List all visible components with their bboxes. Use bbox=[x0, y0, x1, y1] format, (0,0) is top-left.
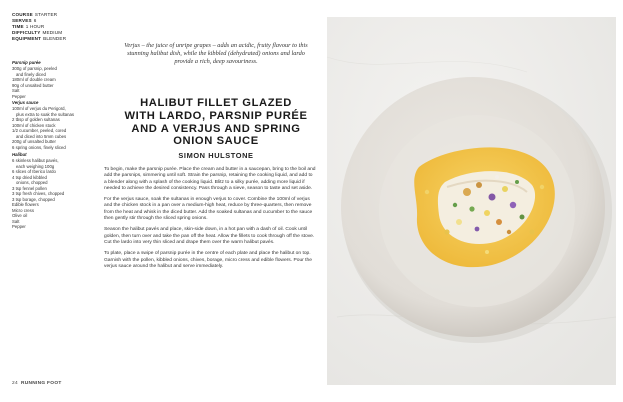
ingredient-line: 6 spring onions, finely sliced bbox=[12, 144, 66, 150]
ingredient-heading: Halibut bbox=[12, 152, 27, 157]
method-paragraph: To plate, place a swipe of parsnip purée in the centre of each plate and place the halibut on top. Garnish with the pollen, kibbled onions, chives, borage, micro cress and edible flowers. Pour the verjus sauce around the halibut and serve immediately. bbox=[104, 251, 312, 269]
ingredient-line: 300g of parsnip, peeled bbox=[12, 66, 57, 71]
ingredient-line: Micro cress bbox=[12, 207, 34, 213]
title-line: AND A VERJUS AND SPRING bbox=[131, 122, 301, 135]
ingredient-line: Salt bbox=[12, 88, 20, 93]
meta-time: TIME 1 HOUR bbox=[12, 24, 45, 29]
ingredient-line: Edible flowers bbox=[12, 202, 39, 207]
ingredient-line: 6 slices of Iberico lardo bbox=[12, 169, 56, 174]
ingredient-line: 100ml of verjus du Perigord, bbox=[12, 106, 66, 111]
page-number: 24 bbox=[12, 381, 18, 386]
title-line: ONION SAUCE bbox=[173, 135, 259, 148]
method-paragraph: Season the halibut pavés and place, skin-side down, in a hot pan with a dash of oil. Cook until golden, then turn over and take the pan off the heat. Allow the fillets to cook through off the stove. Cut the lardo into very thin sliced and drape them over the warm halibut pavés. bbox=[104, 227, 315, 245]
ingredient-line: onions, chopped bbox=[16, 180, 48, 185]
ingredient-line: 100ml of chicken stock bbox=[12, 122, 56, 128]
meta-equipment: EQUIPMENT BLENDER bbox=[12, 36, 67, 41]
ingredient-line: 180ml of double cream bbox=[12, 77, 56, 82]
ingredient-line: 1/2 cucumber, peeled, cored bbox=[12, 128, 67, 133]
method-paragraph: For the verjus sauce, soak the sultanas in enough verjus to cover. Combine the 100ml of verjus and the chicken stock in a pan over a medium-high heat, reduce by three-quarters, then remove from the heat and whisk in the diced butter. Add the soaked sultanas and cucumber to the sauce then gently stir through the sliced spring onions. bbox=[104, 197, 313, 222]
ingredient-line: Olive oil bbox=[12, 213, 28, 218]
meta-serves: SERVES 6 bbox=[12, 18, 37, 23]
ingredient-line: Pepper bbox=[12, 93, 26, 99]
page-footer bbox=[12, 381, 62, 386]
ingredient-line: Salt bbox=[12, 218, 20, 224]
ingredient-line: and diced into 5mm cubes bbox=[16, 133, 67, 139]
meta-course: COURSE STARTER bbox=[12, 12, 58, 17]
method-text bbox=[104, 167, 316, 275]
title-line: WITH LARDO, PARSNIP PURÉE bbox=[124, 109, 308, 122]
ingredient-line: and finely diced bbox=[16, 71, 46, 77]
title-line: HALIBUT FILLET GLAZED bbox=[140, 97, 292, 109]
ingredient-list bbox=[12, 66, 94, 99]
ingredient-heading: Verjus sauce bbox=[12, 100, 39, 105]
dish-photo bbox=[327, 17, 616, 385]
ingredient-line: 6 skinless halibut pavés, bbox=[12, 158, 59, 163]
chef-name: SIMON HULSTONE bbox=[178, 151, 254, 160]
ingredient-line: 4 tsp dried kibbled bbox=[12, 174, 47, 180]
ingredient-heading: Parsnip purée bbox=[12, 60, 41, 65]
running-foot: RUNNING FOOT bbox=[20, 381, 62, 386]
meta-difficulty: DIFFICULTY MEDIUM bbox=[12, 30, 63, 35]
intro-text: Verjus – the juice of unripe grapes – adds an acidic, fruity flavour to this stunning halibut dish, while the kibbled (dehydrated) onions and lardo provide a rich, deep savouriness. bbox=[124, 42, 308, 66]
method-paragraph: To begin, make the parsnip purée. Place the cream and butter in a saucepan, bring to the boil and add the parsnips, simmering until soft. Strain the parsnip, retaining the cooking liquid, and add to a blender along with a splash of the cooking liquid. Blitz to a silky purée, adding more liquid if needed to achieve the desired consistency. Pass through a sieve, season to taste and set aside. bbox=[104, 167, 316, 191]
ingredient-line: 2 tbsp of golden sultanas bbox=[12, 117, 60, 122]
ingredient-line: 3 tsp fennel pollen bbox=[12, 185, 47, 191]
ingredient-line: 3 tsp fresh chives, chopped bbox=[12, 191, 65, 196]
ingredient-line: plus extra to soak the sultanas bbox=[16, 111, 75, 117]
ingredient-line: each weighing 100g bbox=[16, 163, 55, 169]
ingredient-list bbox=[12, 106, 94, 150]
ingredients-halibut bbox=[12, 152, 94, 230]
ingredient-line: 200g of unsalted butter bbox=[12, 139, 56, 144]
ingredient-list bbox=[12, 158, 94, 230]
ingredients-parsnip-puree bbox=[12, 60, 94, 99]
ingredients-verjus-sauce bbox=[12, 100, 94, 150]
recipe-title bbox=[110, 97, 322, 148]
ingredient-line: 90g of unsalted butter bbox=[12, 82, 54, 88]
ingredient-line: 3 tsp borage, chopped bbox=[12, 196, 55, 202]
recipe-meta bbox=[12, 12, 66, 42]
ingredient-line: Pepper bbox=[12, 224, 26, 229]
